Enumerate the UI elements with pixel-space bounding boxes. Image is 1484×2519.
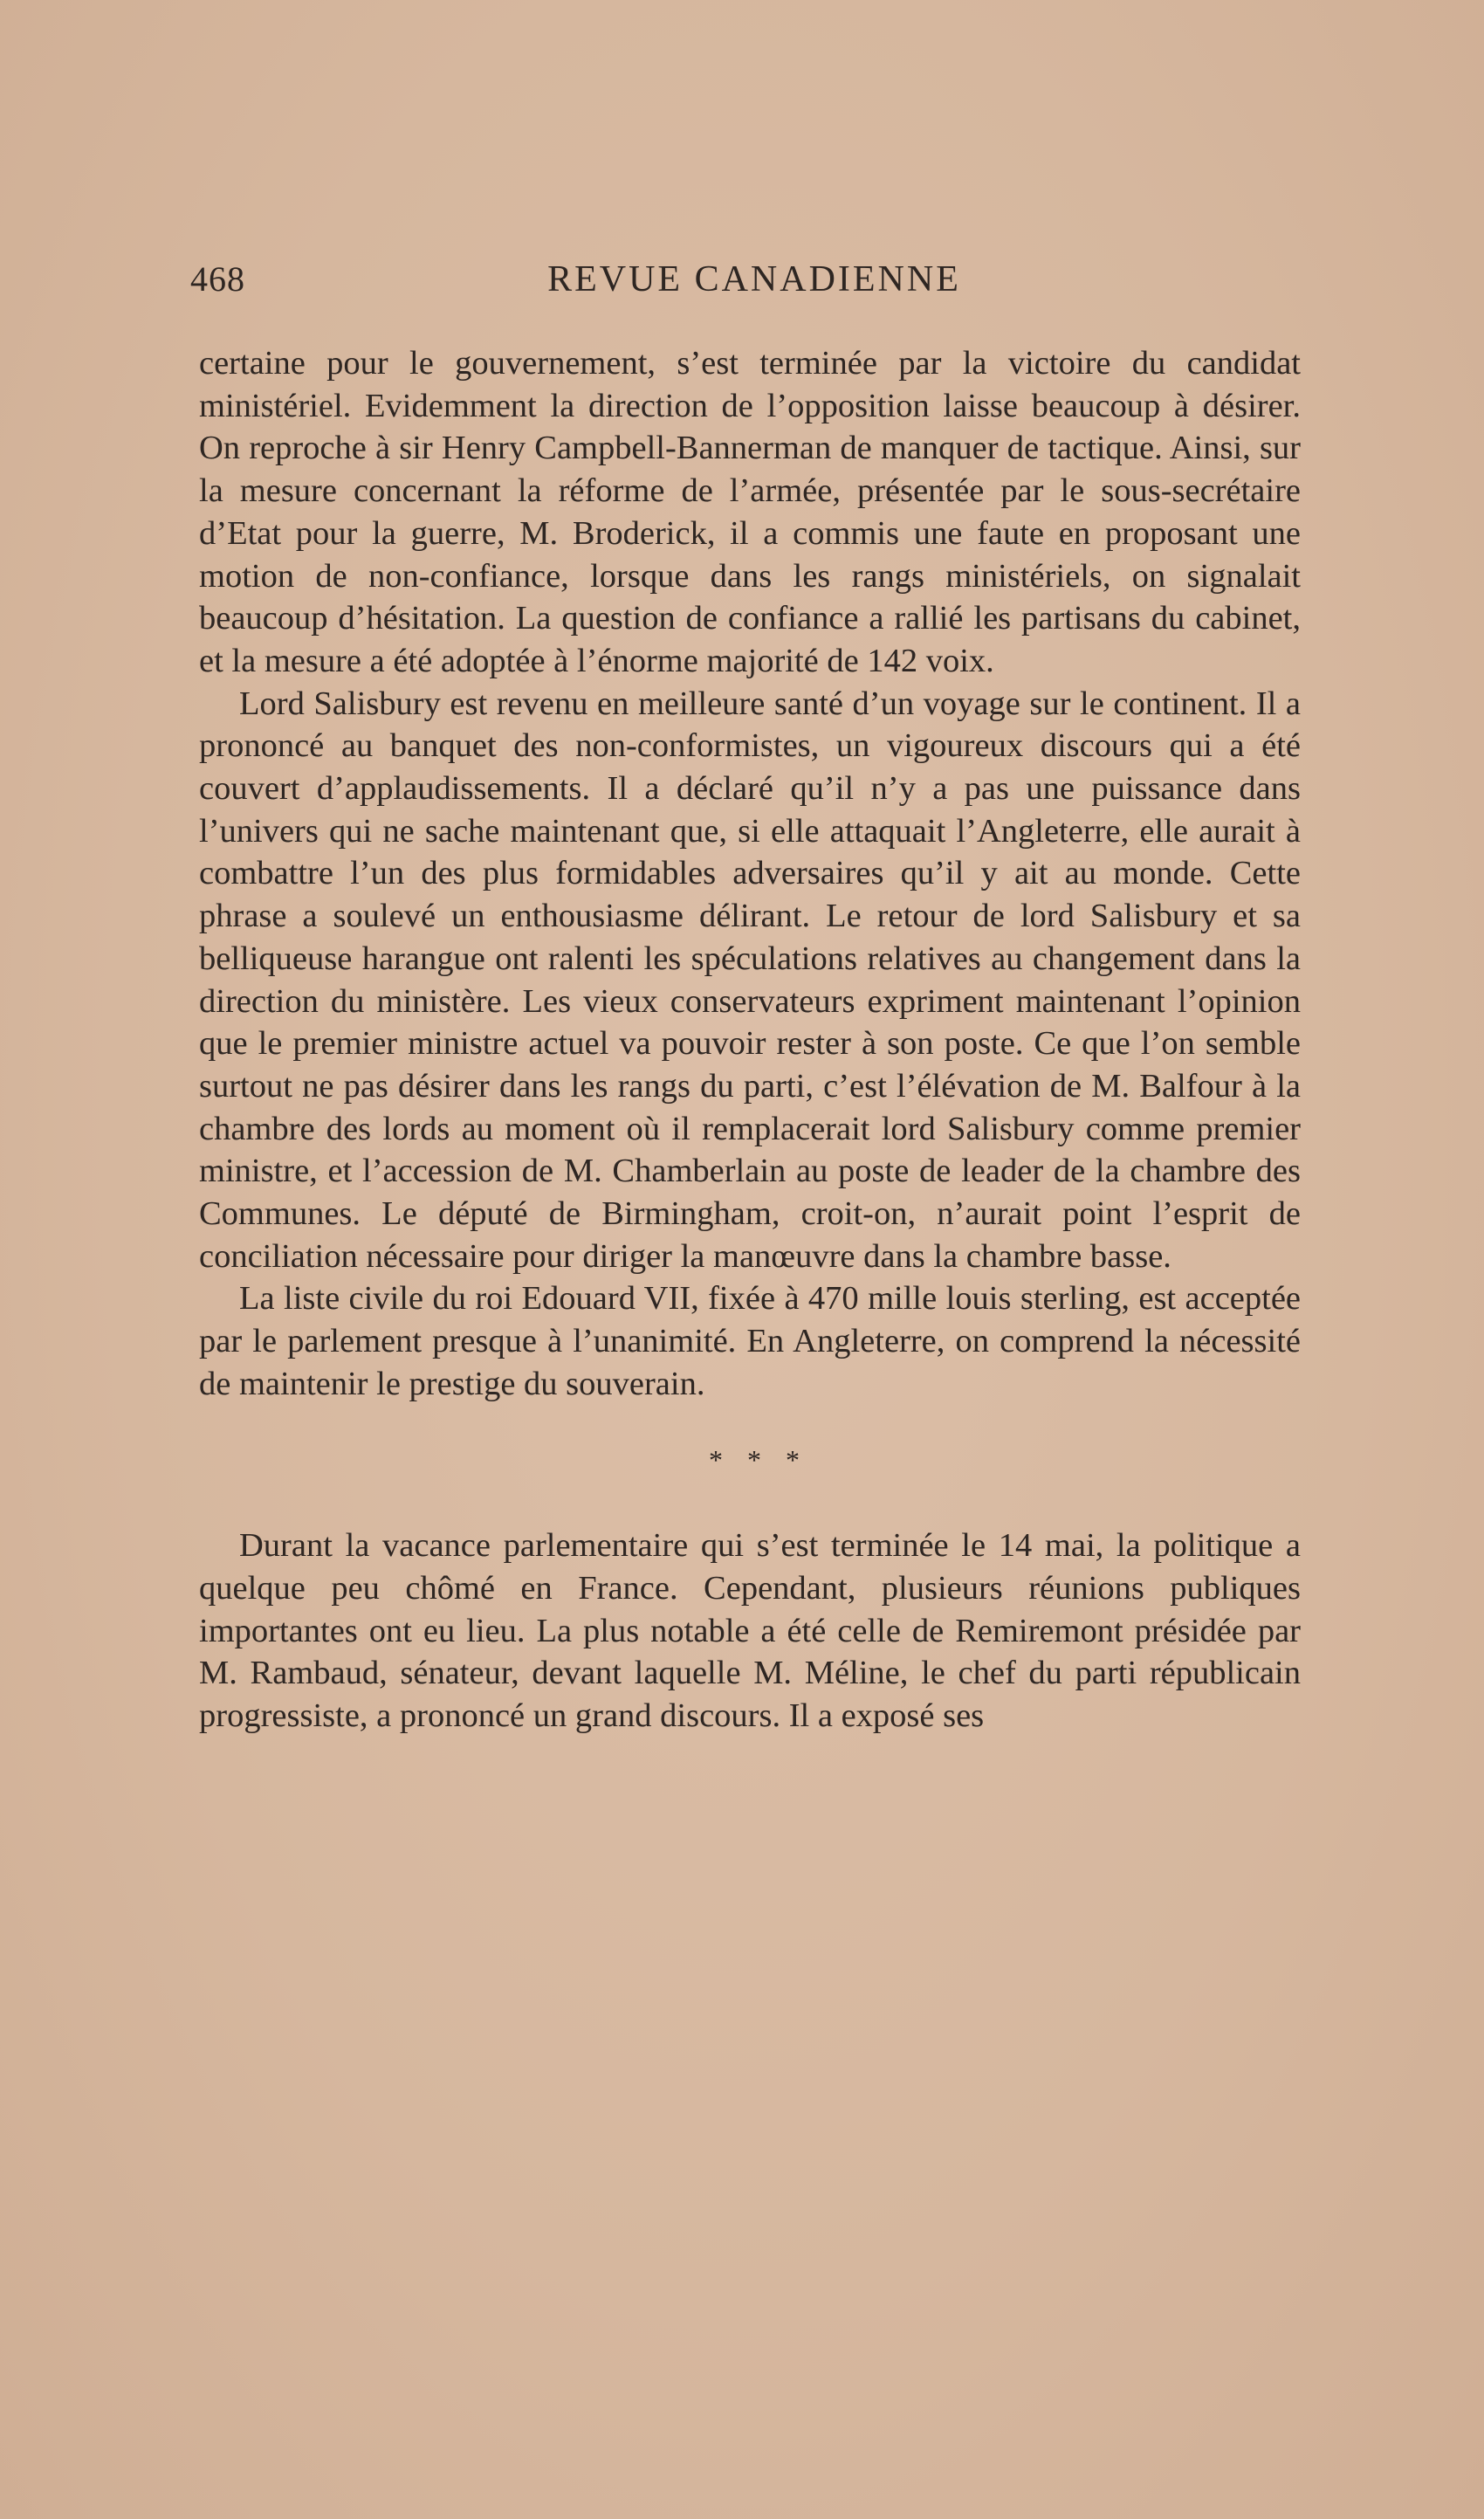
section-separator: * * * [709,1443,808,1476]
paragraph-civil-list: La liste civile du roi Edouard VII, fixée à 470 mille louis sterling, est acceptée par le parlement presque à l’unanimité. En Angleterre, on comprend la nécessité de maintenir le prestige du souverain. [199,1280,1301,1402]
paragraph-salisbury: Lord Salisbury est revenu en meilleure santé d’un voyage sur le continent. Il a prononcé au banquet des non-conformistes, un vigoureux discours qui a été couvert d’applaudissements. Il a déclaré qu’il n’y a pas une puissance dans l’univers qui ne sache maintenant que, si elle attaquait l’Angleterre, elle aurait à combattre l’un des plus formidables adversaires qu’il y ait au monde. Cette phrase a soulevé un enthousiasme délirant. Le retour de lord Salisbury et sa belliqueuse harangue ont ralenti les spéculations relatives au changement dans la direction du ministère. Les vieux conservateurs expriment maintenant l’opinion que le premier ministre actuel va pouvoir rester à son poste. Ce que l’on semble surtout ne pas désirer dans les rangs du parti, c’est l’élévation de M. Balfour à la chambre des lords au moment où il remplacerait lord Salisbury comme premier ministre, et l’accession de M. Chamberlain au poste de leader de la chambre des Communes. Le député de Birmingham, croit-on, n’aurait point l’esprit de conciliation nécessaire pour diriger la manœuvre dans la chambre basse. [199,685,1301,1275]
paragraph-opposition: certaine pour le gouvernement, s’est terminée par la victoire du candidat ministériel. Evidemment la direction de l’opposition laisse beaucoup à désirer. On reproche à sir Henry Campbell-Bannerman de manquer de tactique. Ainsi, sur la mesure concernant la réforme de l’armée, présentée par le sous-secrétaire d’Etat pour la guerre, M. Broderick, il a commis une faute en proposant une motion de non-confiance, lorsque dans les rangs ministériels, on signalait beaucoup d’hésitation. La question de confiance a rallié les partisans du cabinet, et la mesure a été adoptée à l’énorme majorité de 142 voix. [199,345,1301,679]
running-title: REVUE CANADIENNE [547,259,961,299]
page-header [190,258,1309,302]
body-text [199,342,1301,1738]
paragraph-france: Durant la vacance parlementaire qui s’est terminée le 14 mai, la politique a quelque peu chômé en France. Cependant, plusieurs réunions publiques importantes ont eu lieu. La plus notable a été celle de Remiremont présidée par M. Rambaud, sénateur, devant laquelle M. Méline, le chef du parti républicain progressiste, a prononcé un grand discours. Il a exposé ses [199,1527,1301,1735]
page-number: 468 [190,259,245,299]
